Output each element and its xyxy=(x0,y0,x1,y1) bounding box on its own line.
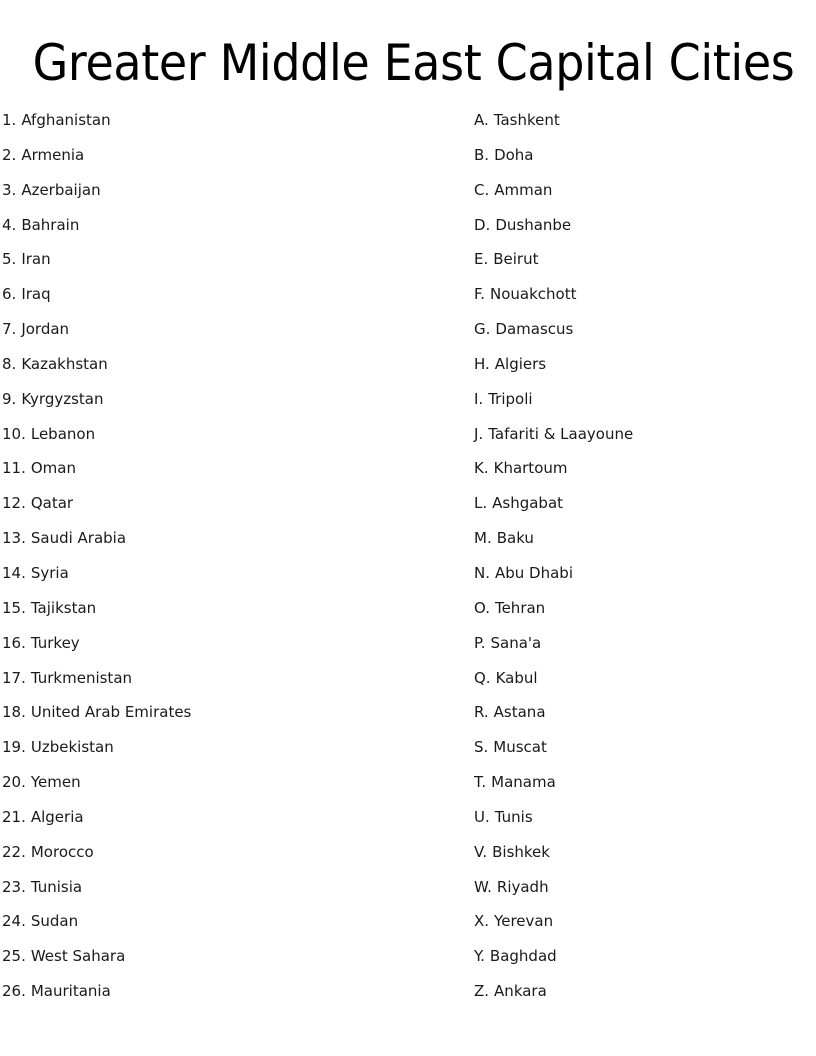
list-item xyxy=(474,112,816,147)
country-marker: 8. xyxy=(2,354,17,373)
list-item xyxy=(2,426,456,461)
country-marker: 22. xyxy=(2,842,26,861)
country-marker: 23. xyxy=(2,877,26,896)
country-label: Syria xyxy=(30,563,69,582)
country-label: Jordan xyxy=(21,320,70,339)
capital-marker: A. xyxy=(474,111,489,129)
capital-marker: E. xyxy=(474,250,489,269)
capital-label: Riyadh xyxy=(496,877,549,896)
capital-label: Baghdad xyxy=(489,947,557,966)
capital-marker: I. xyxy=(474,389,484,408)
country-marker: 2. xyxy=(2,145,17,164)
list-item xyxy=(474,356,816,391)
capital-marker: R. xyxy=(474,703,489,722)
capital-label: Ankara xyxy=(494,982,547,1001)
capital-label: Tehran xyxy=(494,598,546,617)
capital-label: Tashkent xyxy=(493,111,560,129)
capital-label: Beirut xyxy=(493,250,539,269)
capital-label: Dushanbe xyxy=(495,215,572,234)
list-item xyxy=(2,565,456,600)
list-item xyxy=(2,600,456,635)
country-label: Tunisia xyxy=(30,877,83,896)
country-label: Uzbekistan xyxy=(30,738,114,757)
country-marker: 13. xyxy=(2,529,26,548)
capital-label: Baku xyxy=(496,529,534,548)
country-label: Sudan xyxy=(30,912,79,931)
list-item xyxy=(474,182,816,217)
list-item xyxy=(2,182,456,217)
list-item xyxy=(474,983,816,1018)
list-item xyxy=(2,356,456,391)
list-item xyxy=(474,530,816,565)
list-item xyxy=(2,879,456,914)
country-label: Mauritania xyxy=(30,982,111,1001)
capital-marker: L. xyxy=(474,494,488,513)
country-label: Oman xyxy=(30,459,76,478)
capital-marker: Q. xyxy=(474,668,491,687)
country-label: Morocco xyxy=(30,842,94,861)
capital-label: Amman xyxy=(494,180,553,199)
list-item xyxy=(2,704,456,739)
capital-marker: P. xyxy=(474,633,486,652)
list-item xyxy=(474,286,816,321)
country-marker: 20. xyxy=(2,773,26,792)
country-label: Iraq xyxy=(21,285,51,304)
country-label: United Arab Emirates xyxy=(30,703,192,722)
list-item xyxy=(2,739,456,774)
capital-label: Astana xyxy=(493,703,546,722)
list-item xyxy=(2,635,456,670)
capital-label: Ashgabat xyxy=(492,494,564,513)
capital-label: Muscat xyxy=(493,738,547,757)
capital-marker: N. xyxy=(474,563,490,582)
list-item xyxy=(474,147,816,182)
list-item xyxy=(2,286,456,321)
country-marker: 9. xyxy=(2,389,17,408)
capital-label: Bishkek xyxy=(492,842,550,861)
country-label: West Sahara xyxy=(30,947,126,966)
capital-marker: X. xyxy=(474,912,490,931)
country-label: Saudi Arabia xyxy=(30,529,127,548)
list-item xyxy=(474,635,816,670)
country-marker: 6. xyxy=(2,285,17,304)
list-item xyxy=(474,774,816,809)
capital-marker: V. xyxy=(474,842,488,861)
list-item xyxy=(474,321,816,356)
country-marker: 10. xyxy=(2,424,26,443)
capital-marker: D. xyxy=(474,215,491,234)
capital-marker: J. xyxy=(474,424,484,443)
capital-label: Algiers xyxy=(494,354,547,373)
country-marker: 25. xyxy=(2,947,26,966)
country-label: Turkmenistan xyxy=(30,668,133,687)
list-item xyxy=(2,948,456,983)
country-label: Yemen xyxy=(30,773,81,792)
list-item xyxy=(474,739,816,774)
list-item xyxy=(474,565,816,600)
capital-marker: U. xyxy=(474,807,490,826)
country-label: Kazakhstan xyxy=(21,354,108,373)
country-label: Azerbaijan xyxy=(21,180,101,199)
country-marker: 11. xyxy=(2,459,26,478)
country-label: Afghanistan xyxy=(21,111,111,129)
capitals-list xyxy=(456,112,816,1018)
list-item xyxy=(2,844,456,879)
capital-marker: F. xyxy=(474,285,485,304)
country-marker: 26. xyxy=(2,982,26,1001)
capital-label: Manama xyxy=(491,773,556,792)
capital-marker: M. xyxy=(474,529,492,548)
list-item xyxy=(2,321,456,356)
list-item xyxy=(2,983,456,1018)
list-item xyxy=(2,147,456,182)
list-item xyxy=(2,774,456,809)
capital-label: Nouakchott xyxy=(490,285,577,304)
country-label: Armenia xyxy=(21,145,85,164)
list-item xyxy=(2,913,456,948)
country-label: Turkey xyxy=(30,633,80,652)
country-marker: 3. xyxy=(2,180,17,199)
capital-label: Damascus xyxy=(495,320,574,339)
list-item xyxy=(2,460,456,495)
list-item xyxy=(474,844,816,879)
capital-marker: O. xyxy=(474,598,490,617)
two-column-layout xyxy=(0,112,816,1018)
capital-marker: T. xyxy=(474,773,487,792)
list-item xyxy=(474,809,816,844)
list-item xyxy=(474,704,816,739)
country-label: Lebanon xyxy=(30,424,96,443)
countries-list xyxy=(0,112,456,1018)
list-item xyxy=(2,495,456,530)
country-marker: 1. xyxy=(2,111,17,129)
list-item xyxy=(474,600,816,635)
list-item xyxy=(474,879,816,914)
country-marker: 12. xyxy=(2,494,26,513)
capital-marker: B. xyxy=(474,145,490,164)
capital-label: Kabul xyxy=(495,668,538,687)
list-item xyxy=(474,217,816,252)
capital-label: Doha xyxy=(494,145,534,164)
capital-marker: Z. xyxy=(474,982,490,1001)
list-item xyxy=(474,948,816,983)
list-item xyxy=(2,112,456,147)
country-marker: 17. xyxy=(2,668,26,687)
country-label: Iran xyxy=(21,250,51,269)
capital-label: Abu Dhabi xyxy=(495,563,573,582)
list-item xyxy=(2,670,456,705)
capital-label: Sana'a xyxy=(490,633,542,652)
list-item xyxy=(2,251,456,286)
list-item xyxy=(474,391,816,426)
country-label: Tajikstan xyxy=(30,598,97,617)
list-item xyxy=(2,391,456,426)
country-marker: 16. xyxy=(2,633,26,652)
capital-label: Yerevan xyxy=(494,912,554,931)
capital-label: Tunis xyxy=(494,807,533,826)
capital-marker: W. xyxy=(474,877,492,896)
country-label: Bahrain xyxy=(21,215,80,234)
list-item xyxy=(2,809,456,844)
capital-marker: G. xyxy=(474,320,491,339)
capital-marker: Y. xyxy=(474,947,485,966)
country-marker: 7. xyxy=(2,320,17,339)
country-marker: 18. xyxy=(2,703,26,722)
capital-label: Tafariti & Laayoune xyxy=(488,424,634,443)
capital-marker: K. xyxy=(474,459,489,478)
list-item xyxy=(2,217,456,252)
list-item xyxy=(474,460,816,495)
capital-label: Khartoum xyxy=(493,459,568,478)
list-item xyxy=(474,913,816,948)
list-item xyxy=(2,530,456,565)
capital-marker: S. xyxy=(474,738,489,757)
country-marker: 19. xyxy=(2,738,26,757)
country-label: Qatar xyxy=(30,494,74,513)
list-item xyxy=(474,495,816,530)
list-item xyxy=(474,670,816,705)
country-marker: 14. xyxy=(2,563,26,582)
country-label: Algeria xyxy=(30,807,84,826)
list-item xyxy=(474,426,816,461)
country-marker: 5. xyxy=(2,250,17,269)
country-label: Kyrgyzstan xyxy=(21,389,104,408)
capital-label: Tripoli xyxy=(488,389,533,408)
country-marker: 4. xyxy=(2,215,17,234)
page-title: Greater Middle East Capital Cities xyxy=(32,34,795,92)
country-marker: 21. xyxy=(2,807,26,826)
capital-marker: C. xyxy=(474,180,490,199)
country-marker: 24. xyxy=(2,912,26,931)
country-marker: 15. xyxy=(2,598,26,617)
list-item xyxy=(474,251,816,286)
capital-marker: H. xyxy=(474,354,490,373)
